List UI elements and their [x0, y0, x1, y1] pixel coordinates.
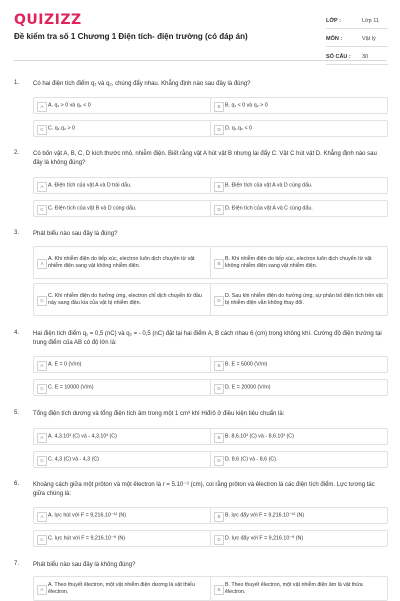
question-number: 1. — [14, 80, 20, 86]
option-a[interactable] — [33, 97, 211, 114]
question-4 — [14, 330, 386, 398]
option-letter: B — [214, 361, 224, 371]
option-text: B. Điện tích của vật A và D cùng dấu. — [225, 182, 313, 188]
option-text: A. Theo thuyết êlectron, một vật nhiễm điện dương là vật thiếu êlectron. — [48, 581, 195, 595]
question-text: Tổng điện tích dương và tổng điện tích âm trong một 1 cm³ khí Hiđrô ở điều kiện tiêu chuẩn là: — [33, 411, 285, 417]
option-letter: C — [37, 125, 47, 135]
option-letter: D — [214, 296, 224, 306]
option-text: B. 8,6.10³ (C) và - 8,6.10³ (C) — [225, 433, 294, 439]
option-letter: D — [214, 535, 224, 545]
question-text: Khoảng cách giữa một prôton và một êlectron là r = 5.10⁻⁹ (cm), coi rằng prôton và êlectron là các điện tích điểm. Lực tương tác giữa chúng là: — [33, 482, 375, 497]
option-letter: C — [37, 296, 47, 306]
quizizz-logo: QUIZIZZ — [14, 12, 82, 28]
option-text: B. q₁ < 0 và q₂ > 0 — [225, 102, 268, 108]
option-letter: D — [214, 456, 224, 466]
option-letter: B — [214, 182, 224, 192]
option-b[interactable] — [210, 177, 388, 194]
option-d[interactable] — [210, 200, 388, 217]
meta-subject-value: Vật lý — [362, 36, 376, 42]
option-letter: D — [214, 384, 224, 394]
option-text: B. Khi nhiễm điện do tiếp xúc, electron luôn dịch chuyển từ vật không nhiễm điện sang vật nhiễm điện. — [225, 255, 372, 269]
question-text: Có hai điện tích điểm q₁ và q₂, chúng đẩy nhau. Khẳng định nào sau đây là đúng? — [33, 81, 251, 87]
option-text: A. Khi nhiễm điện do tiếp xúc, electron luôn dịch chuyển từ vật nhiễm điện sang vật không nhiễm điện. — [48, 255, 195, 269]
question-6 — [14, 481, 386, 553]
option-letter: B — [214, 433, 224, 443]
option-letter: B — [214, 512, 224, 522]
option-a[interactable] — [33, 428, 211, 445]
option-text: D. 8,6 (C) và - 8,6 (C). — [225, 456, 278, 462]
option-b[interactable] — [210, 356, 388, 373]
question-text: Hai điện tích điểm q₁ = 0,5 (nC) và q₂ = - 0,5 (nC) đặt tại hai điểm A, B cách nhau 6 (cm) trong không khí. Cường độ điện trường tại trung điểm của AB có độ lớn là: — [33, 331, 382, 346]
option-text: A. lực hút với F = 9,216.10⁻¹² (N) — [48, 512, 126, 518]
option-letter: B — [214, 259, 224, 269]
option-text: C. lực hút với F = 9,216.10⁻⁸ (N) — [48, 535, 125, 541]
question-number: 2. — [14, 150, 20, 156]
option-text: B. E = 5000 (V/m) — [225, 361, 268, 367]
header-divider — [14, 60, 386, 61]
question-number: 3. — [14, 230, 20, 236]
question-7 — [14, 561, 386, 600]
option-c[interactable] — [33, 530, 211, 547]
option-a[interactable] — [33, 356, 211, 373]
option-letter: A — [37, 182, 47, 192]
question-1 — [14, 80, 386, 142]
option-text: A. q₁ > 0 và q₂ < 0 — [48, 102, 91, 108]
question-5 — [14, 410, 386, 472]
meta-count-label: SỐ CÂU : — [326, 54, 351, 60]
option-text: C. 4,3 (C) và - 4,3 (C) — [48, 456, 99, 462]
option-text: C. Điện tích của vật B và D cùng dấu. — [48, 205, 137, 211]
option-text: D. Sau khi nhiễm điện do hưởng ứng, sự phân bố điện tích trên vật bị nhiễm điện vẫn không thay đổi. — [225, 292, 383, 306]
question-number: 7. — [14, 561, 20, 567]
option-letter: C — [37, 205, 47, 215]
option-letter: C — [37, 535, 47, 545]
option-text: A. Điện tích của vật A và D trái dấu. — [48, 182, 132, 188]
option-text: B. Theo thuyết êlectron, một vật nhiễm điện âm là vật thừa êlectron. — [225, 581, 363, 595]
option-d[interactable] — [210, 530, 388, 547]
option-a[interactable] — [33, 177, 211, 194]
worksheet-title: Đề kiểm tra số 1 Chương 1 Điện tích- điện trường (có đáp án) — [14, 32, 248, 41]
meta-question-count — [326, 50, 388, 65]
option-c[interactable] — [33, 451, 211, 468]
option-letter: A — [37, 102, 47, 112]
option-b[interactable] — [210, 97, 388, 114]
question-number: 4. — [14, 330, 20, 336]
option-letter: B — [214, 102, 224, 112]
option-letter: A — [37, 259, 47, 269]
question-2 — [14, 150, 386, 222]
option-d[interactable] — [210, 120, 388, 137]
option-letter: D — [214, 205, 224, 215]
question-number: 6. — [14, 481, 20, 487]
option-text: B. lực đẩy với F = 9,216.10⁻¹² (N) — [225, 512, 305, 518]
option-text: D. lực đẩy với F = 9,216.10⁻⁸ (N) — [225, 535, 304, 541]
question-text: Phát biểu nào sau đây là không đúng? — [33, 562, 136, 568]
option-letter: C — [37, 456, 47, 466]
option-letter: B — [214, 585, 224, 595]
question-number: 5. — [14, 410, 20, 416]
option-c[interactable] — [33, 200, 211, 217]
option-letter: A — [37, 512, 47, 522]
meta-class-label: LỚP : — [326, 18, 341, 24]
option-c[interactable] — [33, 379, 211, 396]
option-d[interactable] — [210, 451, 388, 468]
meta-class-value: Lớp 11 — [362, 18, 379, 24]
question-3 — [14, 230, 386, 316]
option-text: C. q₁.q₂ > 0 — [48, 125, 75, 131]
option-a[interactable] — [33, 507, 211, 524]
question-text: Phát biểu nào sau đây là đúng? — [33, 231, 118, 237]
option-b[interactable] — [210, 576, 388, 601]
option-text: A. 4,3.10³ (C) và - 4,3.10³ (C) — [48, 433, 117, 439]
question-text: Có bốn vật A, B, C, D kích thước nhỏ, nhiễm điện. Biết rằng vật A hút vật B nhưng lại đẩy C. Vật C hút vật D. Khẳng định nào sau đây là không đúng? — [33, 151, 377, 166]
meta-subject-label: MÔN : — [326, 36, 343, 42]
option-text: D. E = 20000 (V/m) — [225, 384, 271, 390]
option-d[interactable] — [210, 283, 388, 316]
meta-class — [326, 14, 388, 29]
option-a[interactable] — [33, 246, 211, 279]
meta-count-value: 30 — [362, 54, 369, 60]
option-letter: A — [37, 361, 47, 371]
option-letter: C — [37, 384, 47, 394]
option-text: D. Điện tích của vật A và C cùng dấu. — [225, 205, 313, 211]
option-b[interactable] — [210, 246, 388, 279]
option-letter: D — [214, 125, 224, 135]
option-text: C. E = 10000 (V/m) — [48, 384, 94, 390]
option-a[interactable] — [33, 576, 211, 601]
option-b[interactable] — [210, 428, 388, 445]
option-b[interactable] — [210, 507, 388, 524]
option-letter: A — [37, 433, 47, 443]
option-letter: A — [37, 585, 47, 595]
option-text: C. Khi nhiễm điện do hưởng ứng, electron chỉ dịch chuyển từ đầu này sang đầu kia của vật bị nhiễm điện. — [48, 292, 202, 306]
meta-subject — [326, 32, 388, 47]
option-c[interactable] — [33, 283, 211, 316]
option-d[interactable] — [210, 379, 388, 396]
option-text: A. E = 0 (V/m) — [48, 361, 82, 367]
option-c[interactable] — [33, 120, 211, 137]
option-text: D. q₁.q₂ < 0 — [225, 125, 252, 131]
